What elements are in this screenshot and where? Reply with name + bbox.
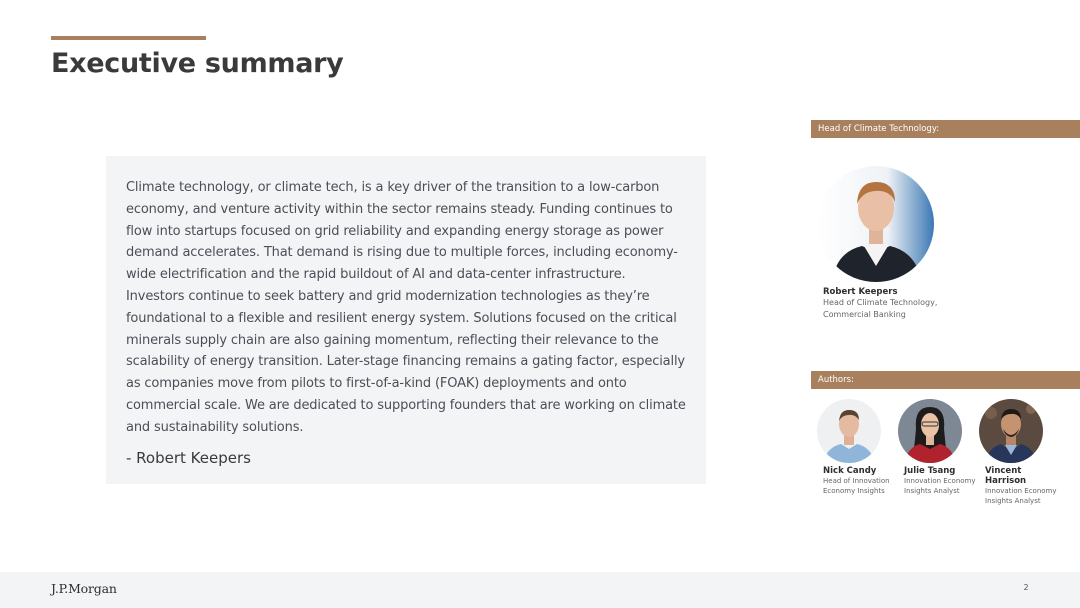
lead-role-line1: Head of Climate Technology, <box>823 298 938 307</box>
summary-signature: - Robert Keepers <box>126 448 251 467</box>
lead-role-line2: Commercial Banking <box>823 309 906 319</box>
author-role-line2: Insights Analyst <box>904 487 960 495</box>
authors-section-header: Authors: <box>811 371 1080 389</box>
page-number: 2 <box>1023 583 1029 592</box>
summary-text: Climate technology, or climate tech, is a key driver of the transition to a low-carbon economy, and venture activity within the sector remains steady. Funding continues to flow into startups focused on grid reliability and expanding energy storage as power demand accelerates. That demand is rising due to multiple forces, including economy-wide electrification and the rapid buildout of AI and data-center infrastructure. Investors continue to seek battery and grid modernization technologies as they’re foundational to a flexible and resilient energy system. Solutions focused on the critical minerals supply chain are also gaining momentum, reflecting their relevance to the scalability of energy transition. Later-stage financing remains a gating factor, especially as companies move from pilots to first-of-a-kind (FOAK) deployments and onto commercial scale. We are dedicated to supporting founders that are working on climate and sustainability solutions. <box>126 180 686 435</box>
author-role-line1: Head of Innovation <box>823 477 890 485</box>
julie-tsang-photo <box>898 399 962 463</box>
nick-candy-photo <box>817 399 881 463</box>
author-name: Julie Tsang <box>904 466 956 476</box>
author-role-line2: Insights Analyst <box>985 497 1041 505</box>
lead-info <box>823 287 1003 320</box>
author-name: Vincent Harrison <box>985 466 1027 486</box>
robert-keepers-photo <box>818 166 934 282</box>
portrait-photo-icon <box>818 166 934 282</box>
author-card <box>985 466 1063 506</box>
portrait-photo-icon <box>979 399 1043 463</box>
jpmorgan-logo: J.P.Morgan <box>51 581 117 596</box>
author-card <box>904 466 982 496</box>
author-name: Nick Candy <box>823 466 877 476</box>
footer-bar <box>0 572 1080 608</box>
portrait-photo-icon <box>817 399 881 463</box>
author-card <box>823 466 901 496</box>
author-role-line1: Innovation Economy <box>904 477 976 485</box>
summary-panel <box>106 156 706 484</box>
title-accent-bar <box>51 36 206 40</box>
author-role-line1: Innovation Economy <box>985 487 1057 495</box>
page-title: Executive summary <box>51 48 344 79</box>
lead-name: Robert Keepers <box>823 287 898 297</box>
portrait-photo-icon <box>898 399 962 463</box>
author-role-line2: Economy Insights <box>823 487 885 495</box>
lead-section-header: Head of Climate Technology: <box>811 120 1080 138</box>
vincent-harrison-photo <box>979 399 1043 463</box>
